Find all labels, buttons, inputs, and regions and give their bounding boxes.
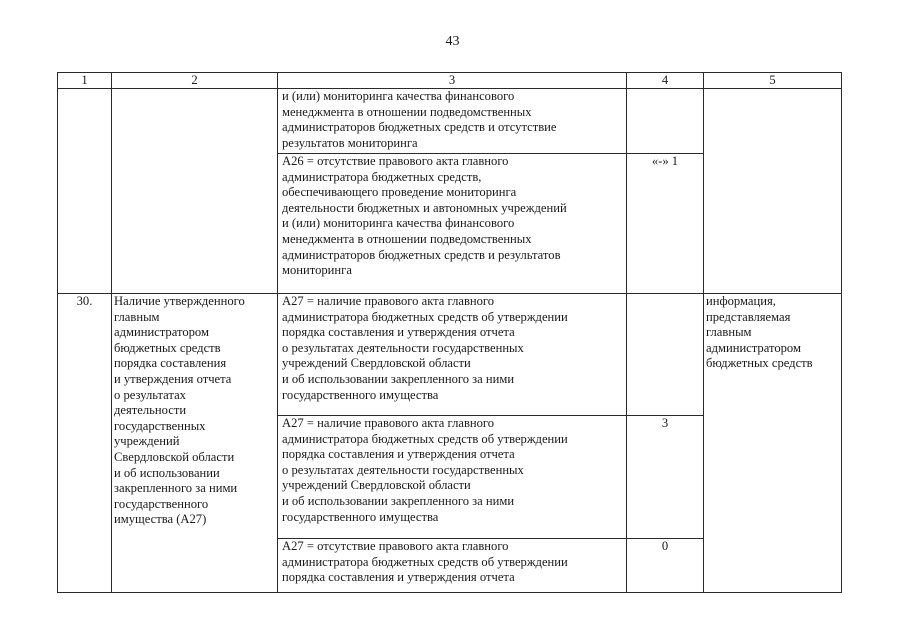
criteria-line: А26 = отсутствие правового акта главного xyxy=(282,154,509,168)
criteria-line: о результатах деятельности государственных xyxy=(282,340,524,355)
criteria-line: мониторинга xyxy=(282,263,352,278)
criteria-line: порядка составления и утверждения отчета xyxy=(282,447,515,462)
criteria-line: порядка составления и утверждения отчета xyxy=(282,325,515,340)
indicator-line: деятельности xyxy=(114,403,187,418)
criteria-line: государственного имущества xyxy=(282,509,439,524)
indicator-line: государственных xyxy=(114,418,206,433)
criteria-line: учреждений Свердловской области xyxy=(282,356,471,371)
score-cell: 3 xyxy=(627,416,704,539)
criteria-line: менеджмента в отношении подведомственных xyxy=(282,104,532,119)
source-line: главным xyxy=(706,325,752,340)
criteria-cell xyxy=(278,89,627,154)
criteria-line: и об использовании закрепленного за ними xyxy=(282,493,515,508)
score-cell xyxy=(627,89,704,154)
table-row xyxy=(58,89,842,154)
criteria-line: администратора бюджетных средств об утверждении xyxy=(282,309,568,324)
table-header-row xyxy=(58,73,842,89)
source-cell xyxy=(704,294,842,593)
criteria-line: о результатах деятельности государственных xyxy=(282,462,524,477)
header-col-5: 5 xyxy=(704,73,842,89)
criteria-line: и об использовании закрепленного за ними xyxy=(282,371,515,386)
indicator-line: государственного xyxy=(114,496,209,511)
source-line: администратором xyxy=(706,340,801,355)
criteria-line: обеспечивающего проведение мониторинга xyxy=(282,185,517,200)
source-line: информация, xyxy=(706,294,776,308)
indicator-line: Наличие утвержденного xyxy=(114,294,245,308)
indicator-line: о результатах xyxy=(114,387,186,402)
header-col-1: 1 xyxy=(58,73,112,89)
criteria-line: и (или) мониторинга качества финансового xyxy=(282,89,515,103)
indicator-line: бюджетных средств xyxy=(114,340,221,355)
score-cell: 0 xyxy=(627,539,704,593)
indicator-cell xyxy=(112,89,278,294)
indicator-line: главным xyxy=(114,309,160,324)
criteria-line: администратора бюджетных средств об утверждении xyxy=(282,431,568,446)
criteria-cell xyxy=(278,416,627,539)
header-col-4: 4 xyxy=(627,73,704,89)
criteria-line: А27 = наличие правового акта главного xyxy=(282,416,495,430)
criteria-cell xyxy=(278,154,627,294)
source-line: представляемая xyxy=(706,309,791,324)
score-cell: «-» 1 xyxy=(627,154,704,294)
indicator-line: и об использовании xyxy=(114,465,220,480)
indicator-line: имущества (А27) xyxy=(114,512,207,527)
row-number-cell: 30. xyxy=(58,294,112,593)
indicator-cell xyxy=(112,294,278,593)
criteria-line: администраторов бюджетных средств и результатов xyxy=(282,247,561,262)
criteria-line: А27 = наличие правового акта главного xyxy=(282,294,495,308)
criteria-line: администраторов бюджетных средств и отсутствие xyxy=(282,120,557,135)
row-number-cell xyxy=(58,89,112,294)
source-line: бюджетных средств xyxy=(706,356,813,371)
page-number: 43 xyxy=(445,34,460,49)
criteria-cell xyxy=(278,539,627,593)
score-cell xyxy=(627,294,704,416)
indicator-line: Свердловской области xyxy=(114,449,235,464)
criteria-line: деятельности бюджетных и автономных учреждений xyxy=(282,200,567,215)
indicator-line: порядка составления xyxy=(114,356,227,371)
table-row xyxy=(58,294,842,416)
indicator-line: и утверждения отчета xyxy=(114,371,232,386)
criteria-line: учреждений Свердловской области xyxy=(282,478,471,493)
criteria-line: администратора бюджетных средств, xyxy=(282,169,482,184)
indicator-line: закрепленного за ними xyxy=(114,481,238,496)
indicator-line: учреждений xyxy=(114,434,180,449)
criteria-line: менеджмента в отношении подведомственных xyxy=(282,231,532,246)
criteria-table xyxy=(57,72,842,593)
criteria-cell xyxy=(278,294,627,416)
criteria-line: А27 = отсутствие правового акта главного xyxy=(282,539,509,553)
header-col-3: 3 xyxy=(278,73,627,89)
criteria-line: порядка составления и утверждения отчета xyxy=(282,570,515,585)
criteria-line: государственного имущества xyxy=(282,387,439,402)
criteria-line: администратора бюджетных средств об утверждении xyxy=(282,554,568,569)
indicator-line: администратором xyxy=(114,325,209,340)
source-cell xyxy=(704,89,842,294)
criteria-line: результатов мониторинга xyxy=(282,135,418,150)
criteria-line: и (или) мониторинга качества финансового xyxy=(282,216,515,231)
header-col-2: 2 xyxy=(112,73,278,89)
